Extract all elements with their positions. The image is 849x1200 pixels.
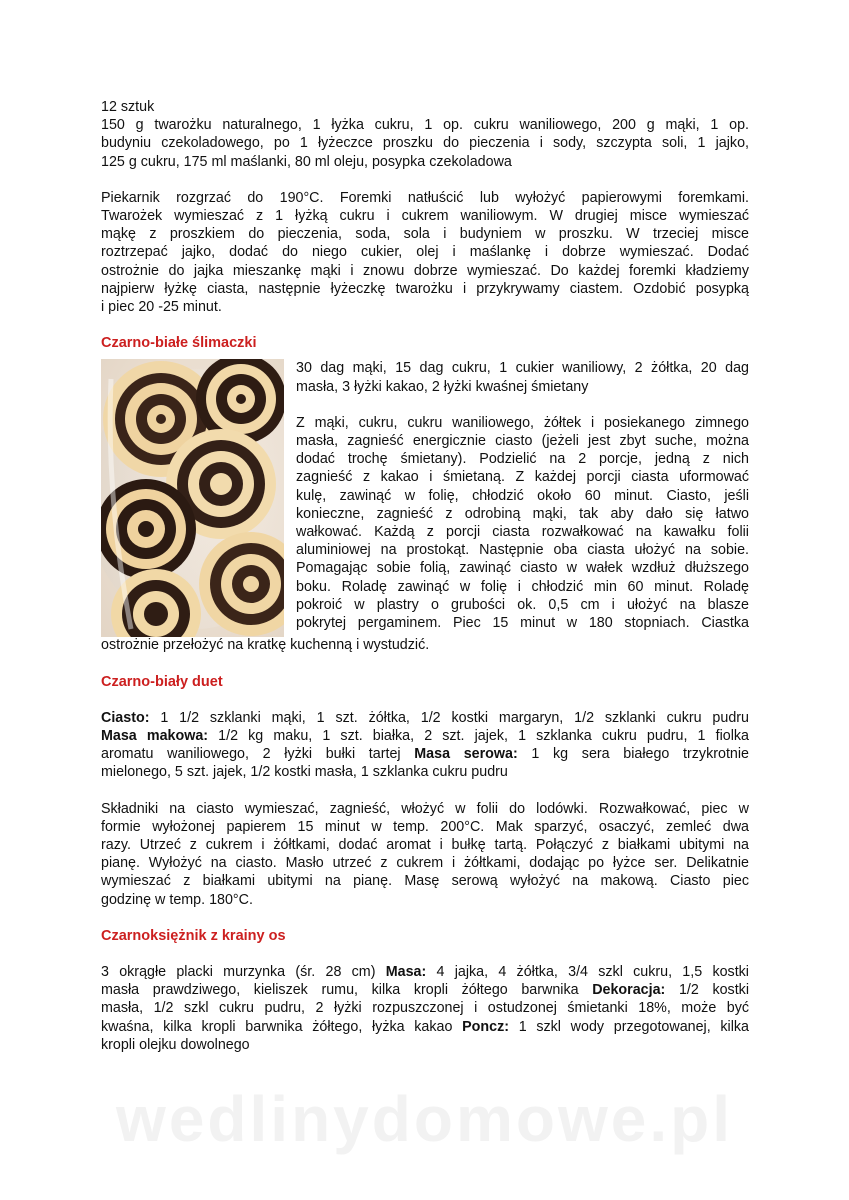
recipe-title: Czarnoksiężnik z krainy os (101, 927, 286, 944)
method-line: dodać trochę śmietany). Podzielić na 2 porcje, jedną z nich (296, 451, 749, 468)
method-line: Twarożek wymieszać z 1 łyżką cukru i cukrem waniliowym. W drugiej misce wymieszać (101, 208, 749, 225)
intro-method (101, 189, 749, 316)
method-line: najpierw łyżkę ciasta, następnie łyżeczkę twarożku i przykrywamy ciastem. Ozdobić posypką (101, 280, 749, 297)
ingredients-line: 125 g cukru, 175 ml maślanki, 80 ml oleju, posypka czekoladowa (101, 153, 512, 170)
ingredient-group-label: Ciasto: (101, 709, 150, 726)
recipe-title: Czarno-białe ślimaczki (101, 335, 257, 352)
ingredients-line (101, 745, 749, 763)
method-line: Pomagając sobie folią, zawinąć ciasto w wałek wzdłuż dłuższego (296, 560, 749, 577)
ingredients-line: mielonego, 5 szt. jajek, 1/2 kostki masła, 1 szklanka cukru pudru (101, 764, 508, 781)
recipe-page (101, 98, 749, 1054)
ingredients-line (101, 981, 749, 999)
method-line: wałkować. Każdą z porcji ciasta rozwałkować na kawałku folii (296, 524, 749, 541)
method-line: aluminiowej na prostokąt. Następnie oba ciasta ułożyć na sobie. (296, 542, 749, 559)
ingredient-group-label: Masa makowa: (101, 728, 209, 745)
method-line: ostrożnie do jajka mieszankę mąki i znowu dobrze wymieszać. Do każdej foremki kładziemy (101, 262, 749, 279)
method-line: godzinę w temp. 180°C. (101, 891, 253, 908)
method-line: konieczne, zagnieść z odrobiną mąki, tak aby dało się łatwo (296, 505, 749, 522)
ingredients-text: 1 kg sera białego trzykrotnie (517, 746, 749, 763)
method-line: wymieszać z białkami ubitymi na pianę. Masę serową wyłożyć na makową. Ciasto piec (101, 873, 749, 890)
ingredients-text: 1 1/2 szklanki mąki, 1 szt. żółtka, 1/2 kostki margaryn, 1/2 szklanki cukru pudru (149, 709, 749, 726)
ingredients-text: 3 okrągłe placki murzynka (śr. 28 cm) (101, 964, 386, 981)
ingredients-line: masła, 1/2 szkl cukru pudru, 2 łyżki rozpuszczonej i ostudzonej śmietanki 18%, może być (101, 1000, 749, 1017)
method-line: boku. Roladę zawinąć w folię i chłodzić min 60 minut. Roladę (296, 578, 749, 595)
ingredient-group-label: Poncz: (462, 1018, 509, 1035)
method-line: pokrytej pergaminem. Piec 15 minut w 180 stopniach. Ciastka (296, 615, 749, 632)
ingredients-line (101, 963, 749, 981)
ingredients-text: aromatu waniliowego, 2 łyżki bułki tartej (101, 746, 415, 763)
method-line: Składniki na ciasto wymieszać, zagnieść, włożyć w folii do lodówki. Rozwałkować, piec w (101, 800, 749, 817)
ingredients-text: 1/2 kostki (665, 982, 749, 999)
ingredients-line (101, 1018, 749, 1036)
method-line: kulę, zawinąć w folię, chłodzić około 60 minut. Ciasto, jeśli (296, 487, 749, 504)
method-line: ostrożnie przełożyć na kratkę kuchenną i wystudzić. (101, 637, 430, 654)
method-line: mąkę z proszkiem do pieczenia, soda, sola i budyniem w proszku. W trzeciej misce (101, 226, 749, 243)
ingredients-line: kropli olejku dowolnego (101, 1036, 250, 1053)
method-line: roztrzepać jajko, dodać do niego cukier, olej i maślankę i dobrze wymieszać. Dodać (101, 244, 749, 261)
ingredient-group-label: Dekoracja: (592, 982, 666, 999)
method-line: zagnieść z kakao i śmietaną. Z każdej porcji ciasta uformować (296, 469, 749, 486)
ingredient-group-label: Masa: (385, 964, 427, 981)
ingredients-line (101, 709, 749, 727)
ingredients-line: budyniu czekoladowego, po 1 łyżeczce proszku do pieczenia i sody, szczypta soli, 1 jajko, (101, 135, 749, 152)
recipe-method (101, 800, 749, 909)
method-line: Z mąki, cukru, cukru waniliowego, żółtek i posiekanego zimnego (296, 414, 749, 431)
ingredients-line: masła, 3 łyżki kakao, 2 łyżki kwaśnej śmietany (296, 378, 589, 395)
ingredients-text: masła prawdziwego, kieliszek rumu, kilka kropli żółtego barwnika (101, 982, 593, 999)
method-line: pianę. Wyłożyć na ciasto. Masło utrzeć z cukrem i żółtkami, dodając po łyżce ser. Delikatnie (101, 855, 749, 872)
method-line: Piekarnik rozgrzać do 190°C. Foremki natłuścić lub wyłożyć papierowymi foremkami. (101, 189, 749, 206)
ingredients-line (101, 727, 749, 745)
method-line: masła, zagnieść energicznie ciasto (jeżeli jest zbyt suche, można (296, 433, 749, 450)
ingredients-text: 1/2 kg maku, 1 szt. białka, 2 szt. jajek, 1 szklanka cukru pudru, 1 fiolka (208, 728, 749, 745)
servings: 12 sztuk (101, 99, 155, 115)
ingredient-group-label: Masa serowa: (414, 746, 518, 763)
recipe-text (296, 359, 749, 632)
ingredients-text: 4 jajka, 4 żółtka, 3/4 szkl cukru, 1,5 kostki (426, 964, 749, 981)
ingredients-text: 1 szkl wody przegotowanej, kilka (509, 1018, 749, 1035)
recipe-title: Czarno-biały duet (101, 673, 223, 690)
cookies-photo (101, 359, 284, 637)
recipe-photo-section (101, 359, 749, 645)
ingredients-line: 30 dag mąki, 15 dag cukru, 1 cukier waniliowy, 2 żółtka, 20 dag (296, 360, 749, 377)
recipe-ingredients (101, 963, 749, 1054)
method-line: i piec 20 -25 minut. (101, 299, 222, 316)
intro-ingredients (101, 98, 749, 171)
ingredients-text: kwaśna, kilka kropli barwnika żółtego, łyżka kakao (101, 1018, 463, 1035)
watermark: wedlinydomowe.pl (116, 1083, 733, 1155)
ingredients-line: 150 g twarożku naturalnego, 1 łyżka cukru, 1 op. cukru waniliowego, 200 g mąki, 1 op. (101, 117, 749, 134)
recipe-ingredients (101, 709, 749, 782)
spiral-cookies-image (101, 359, 284, 637)
method-line: pokroić w plastry o grubości ok. 0,5 cm i ułożyć na blasze (296, 596, 749, 613)
method-line: formie wyłożonej papierem 15 minut w temp. 200°C. Mak sparzyć, osaczyć, zemleć dwa (101, 818, 749, 835)
method-line: razy. Utrzeć z cukrem i żółtkami, dodać aromat i bułkę tartą. Połączyć z białkami ubitymi na (101, 837, 749, 854)
